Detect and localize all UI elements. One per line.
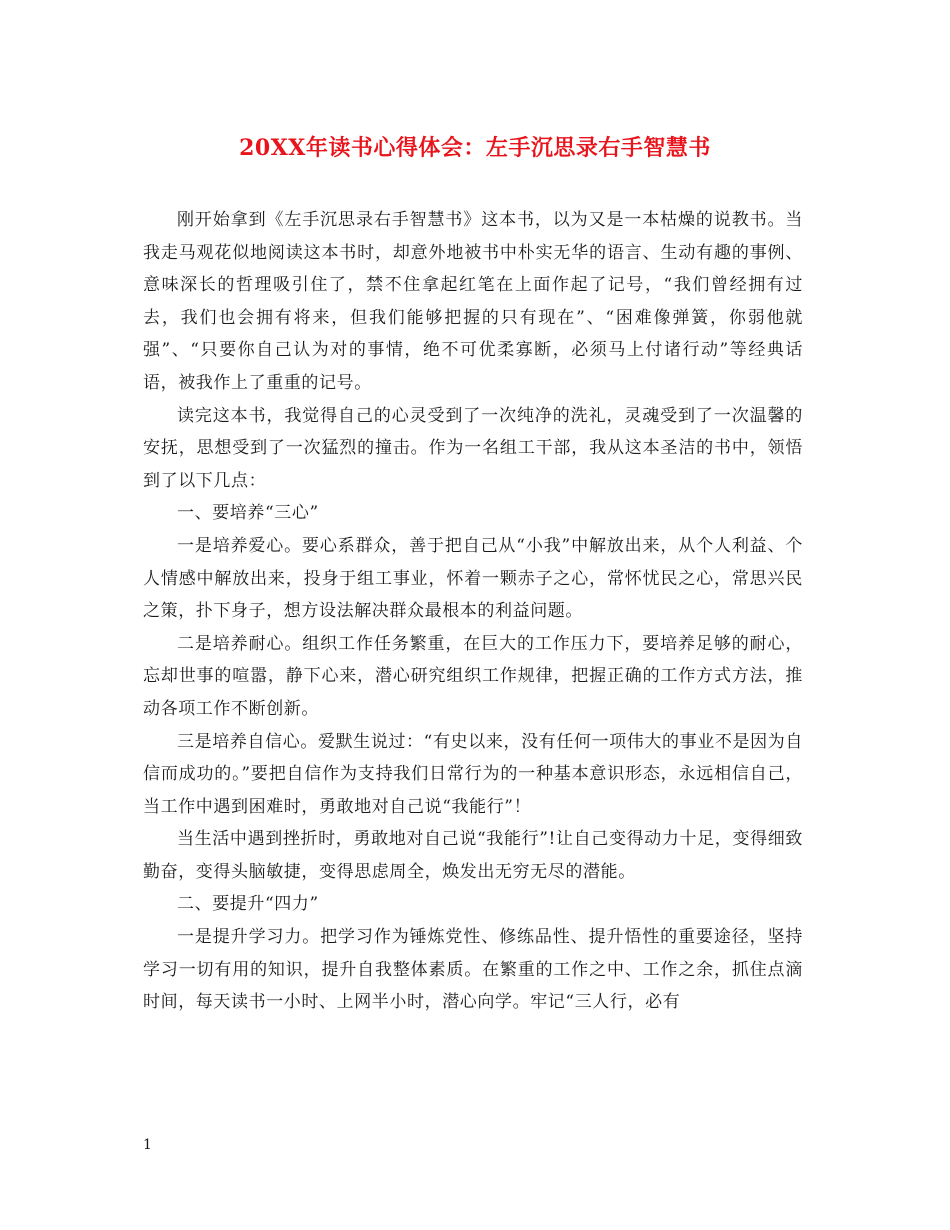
paragraph-confidence: 三是培养自信心。爱默生说过：“有史以来，没有任何一项伟大的事业不是因为自信而成功的。”要把自信作为支持我们日常行为的一种基本意识形态，永远相信自己，当工作中遇到困难时，勇敢地对自己说“我能行”！ [143, 731, 803, 817]
section-heading-four-abilities: 二、要提升“四力” [177, 894, 319, 915]
page-number: 1 [143, 1137, 152, 1153]
document-title: 20XX年读书心得体会：左手沉思录右手智慧书 [239, 135, 711, 161]
paragraph-learning: 一是提升学习力。把学习作为锤炼党性、修练品性、提升悟性的重要途径，坚持学习一切有用的知识，提升自我整体素质。在繁重的工作之中、工作之余，抓住点滴时间，每天读书一小时、上网半小时，潜心向学。牢记“三人行，必有 [143, 927, 803, 1013]
paragraph-setbacks: 当生活中遇到挫折时，勇敢地对自己说“我能行”!让自己变得动力十足，变得细致勤奋，变得头脑敏捷，变得思虑周全，焕发出无穷无尽的潜能。 [143, 829, 803, 882]
document-body [143, 204, 803, 1019]
paragraph-reflection: 读完这本书，我觉得自己的心灵受到了一次纯净的洗礼，灵魂受到了一次温馨的安抚，思想受到了一次猛烈的撞击。作为一名组工干部，我从这本圣洁的书中，领悟到了以下几点： [143, 405, 803, 491]
section-heading-three-hearts: 一、要培养“三心” [177, 503, 319, 524]
paragraph-patience: 二是培养耐心。组织工作任务繁重，在巨大的工作压力下，要培养足够的耐心，忘却世事的喧嚣，静下心来，潜心研究组织工作规律，把握正确的工作方式方法，推动各项工作不断创新。 [143, 633, 803, 719]
paragraph-love-heart: 一是培养爱心。要心系群众，善于把自己从“小我”中解放出来，从个人利益、个人情感中解放出来，投身于组工事业，怀着一颗赤子之心，常怀忧民之心，常思兴民之策，扑下身子，想方设法解决群众最根本的利益问题。 [143, 535, 803, 622]
paragraph-intro: 刚开始拿到《左手沉思录右手智慧书》这本书，以为又是一本枯燥的说教书。当我走马观花似地阅读这本书时，却意外地被书中朴实无华的语言、生动有趣的事例、意味深长的哲理吸引住了，禁不住拿起红笔在上面作起了记号，“我们曾经拥有过去，我们也会拥有将来，但我们能够把握的只有现在”、“困难像弹簧，你弱他就强”、“只要你自己认为对的事情，绝不可优柔寡断，必须马上付诸行动”等经典话语，被我作上了重重的记号。 [143, 210, 803, 393]
